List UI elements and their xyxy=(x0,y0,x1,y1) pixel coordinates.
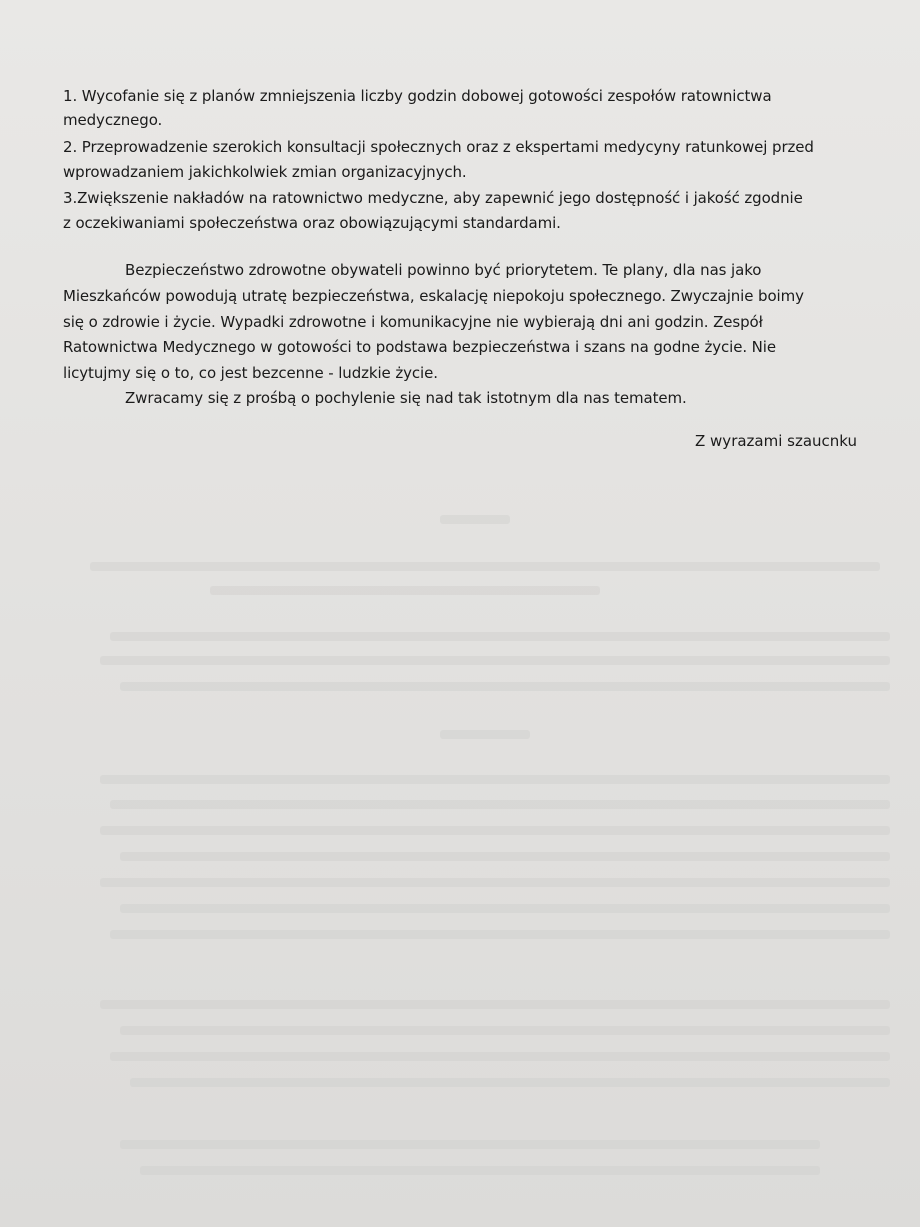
bleed-through-mark xyxy=(100,826,890,835)
list-item-2-line-2: wprowadzaniem jakichkolwiek zmian organizacyjnych. xyxy=(63,163,467,181)
bleed-through-mark xyxy=(130,1078,890,1087)
bleed-through-mark xyxy=(110,632,890,641)
bleed-through-mark xyxy=(110,1052,890,1061)
bleed-through-mark xyxy=(100,1000,890,1009)
closing-signature: Z wyrazami szaucnku xyxy=(695,432,858,450)
paragraph-line-2: Mieszkańców powodują utratę bezpieczeństwa, eskalację niepokoju społecznego. Zwyczajnie boimy xyxy=(63,287,804,305)
bleed-through-mark xyxy=(440,730,530,739)
bleed-through-mark xyxy=(120,1026,890,1035)
bleed-through-mark xyxy=(100,878,890,887)
bleed-through-mark xyxy=(210,586,600,595)
bleed-through-mark xyxy=(120,1140,820,1149)
paragraph-line-3: się o zdrowie i życie. Wypadki zdrowotne i komunikacyjne nie wybierają dni ani godzin. Zespół xyxy=(63,313,763,331)
bleed-through-mark xyxy=(90,562,880,571)
list-item-2-line-1: 2. Przeprowadzenie szerokich konsultacji społecznych oraz z ekspertami medycyny ratunkowej przed xyxy=(63,138,814,156)
bleed-through-mark xyxy=(120,852,890,861)
paragraph-line-5: licytujmy się o to, co jest bezcenne - ludzkie życie. xyxy=(63,364,438,382)
bleed-through-mark xyxy=(110,930,890,939)
bleed-through-mark xyxy=(110,800,890,809)
bleed-through-mark xyxy=(120,904,890,913)
bleed-through-mark xyxy=(120,682,890,691)
bleed-through-mark xyxy=(140,1166,820,1175)
paragraph-line-1: Bezpieczeństwo zdrowotne obywateli powinno być priorytetem. Te plany, dla nas jako xyxy=(125,261,762,279)
list-item-3-line-2: z oczekiwaniami społeczeństwa oraz obowiązującymi standardami. xyxy=(63,214,561,232)
list-item-1-line-2: medycznego. xyxy=(63,111,163,129)
bleed-through-mark xyxy=(100,775,890,784)
bleed-through-mark xyxy=(440,515,510,524)
list-item-3-line-1: 3.Zwiększenie nakładów na ratownictwo medyczne, aby zapewnić jego dostępność i jakość zgodnie xyxy=(63,189,803,207)
paragraph-line-4: Ratownictwa Medycznego w gotowości to podstawa bezpieczeństwa i szans na godne życie. Nie xyxy=(63,338,776,356)
list-item-1-line-1: 1. Wycofanie się z planów zmniejszenia liczby godzin dobowej gotowości zespołów ratownictwa xyxy=(63,87,772,105)
request-line: Zwracamy się z prośbą o pochylenie się nad tak istotnym dla nas tematem. xyxy=(125,389,687,407)
bleed-through-mark xyxy=(100,656,890,665)
